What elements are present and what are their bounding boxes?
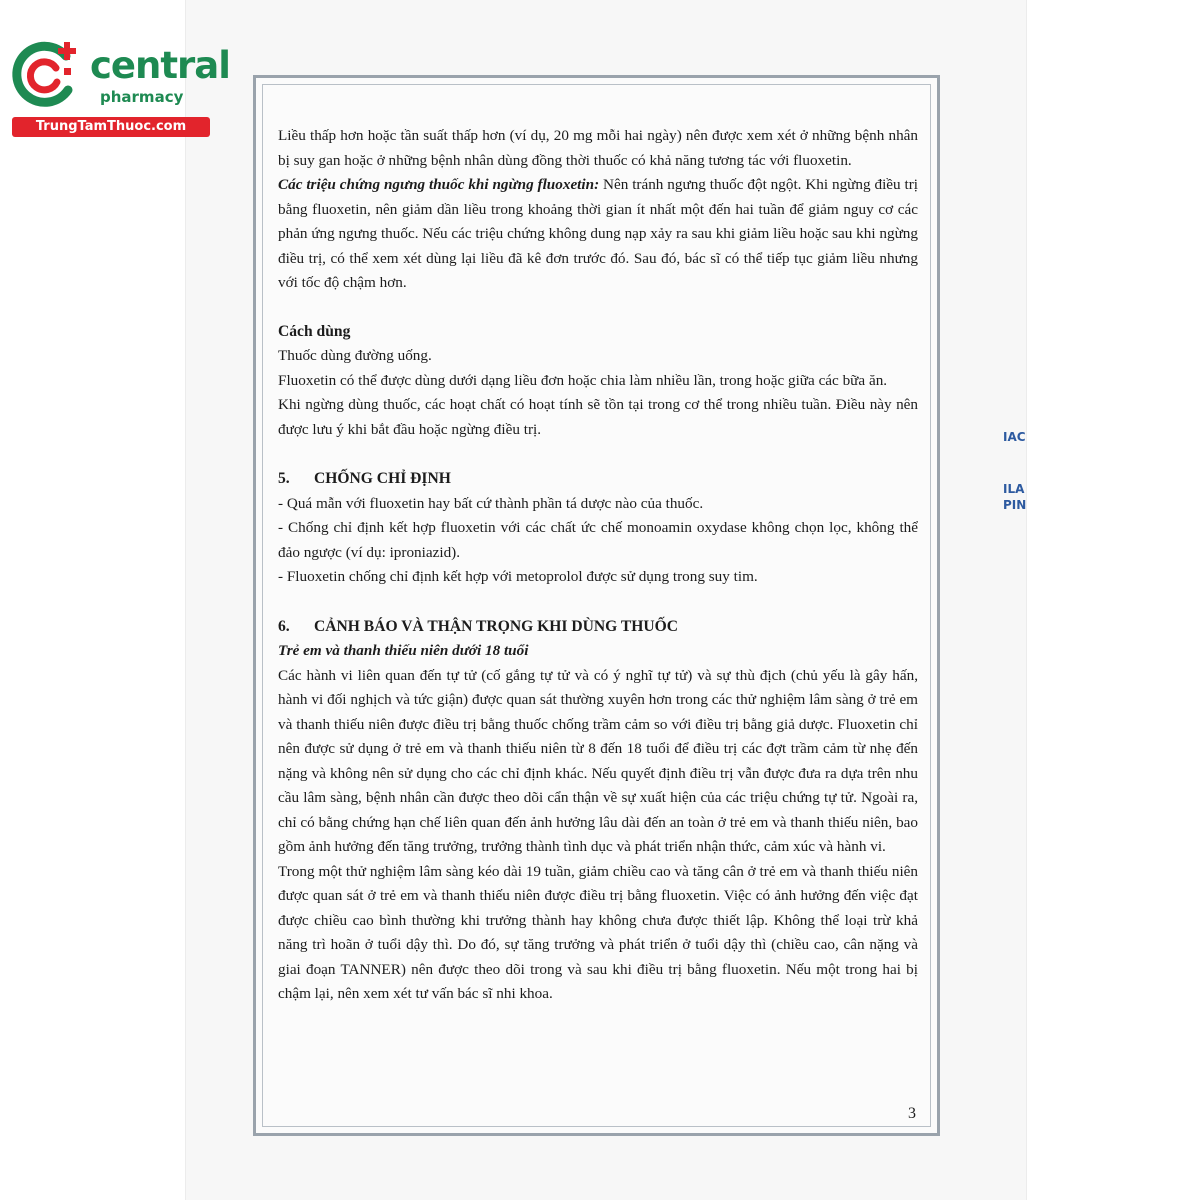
logo-name: central: [90, 44, 230, 87]
spacer: [278, 296, 918, 320]
usage-line: Thuốc dùng đường uống.: [278, 347, 432, 364]
logo-subtitle: pharmacy: [100, 88, 184, 106]
usage-line: Khi ngừng dùng thuốc, các hoạt chất có hoạt tính sẽ tồn tại trong cơ thể trong nhiều tuần. Điều này nên được lưu ý khi bắt đầu hoặc ngừng điều trị.: [278, 396, 918, 438]
pharmacy-c-cross-icon: [10, 38, 82, 110]
usage-heading: Cách dùng: [278, 322, 351, 340]
section-6-heading: [278, 615, 918, 640]
section-number: 6.: [278, 617, 290, 635]
section-title: CHỐNG CHỈ ĐỊNH: [314, 470, 451, 487]
central-pharmacy-logo[interactable]: [10, 38, 230, 138]
contraindication-item: - Fluoxetin chống chỉ định kết hợp với metoprolol được sử dụng trong suy tim.: [278, 568, 758, 585]
section-title: CẢNH BÁO VÀ THẬN TRỌNG KHI DÙNG THUỐC: [314, 617, 679, 635]
dosage-paragraph: Liều thấp hơn hoặc tần suất thấp hơn (ví dụ, 20 mg mỗi hai ngày) nên được xem xét ở những bệnh nhân bị suy gan hoặc ở những bệnh nhân dùng đồng thời thuốc có khả năng tương tác với fluoxetin.: [278, 127, 918, 169]
spacer: [278, 442, 918, 467]
warning-paragraph: Các hành vi liên quan đến tự tử (cố gắng tự tử và có ý nghĩ tự tử) và sự thù địch (chủ yếu là gây hấn, hành vi đối nghịch và tức giận) được quan sát thường xuyên hơn trong các thử nghiệm lâm sàng ở trẻ em và thanh thiếu niên được điều trị bằng thuốc chống trầm cảm so với điều trị bằng giả dược. Fluoxetin chỉ nên được sử dụng ở trẻ em và thanh thiếu niên từ 8 đến 18 tuổi để điều trị các đợt trầm cảm từ nhẹ đến nặng và không nên sử dụng cho các chỉ định khác. Nếu quyết định điều trị vẫn được đưa ra dựa trên nhu cầu lâm sàng, bệnh nhân cần được theo dõi cẩn thận về sự xuất hiện của các triệu chứng tự tử. Ngoài ra, chỉ có bằng chứng hạn chế liên quan đến ảnh hưởng lâu dài đến an toàn ở trẻ em và thanh thiếu niên, bao gồm ảnh hưởng đến tăng trưởng, trưởng thành tình dục và phát triển nhận thức, cảm xúc và hành vi.: [278, 666, 918, 855]
withdrawal-paragraph: [278, 173, 918, 296]
section-5-heading: [278, 467, 918, 492]
edge-fragment: ILA: [1003, 482, 1025, 496]
logo-url-badge[interactable]: TrungTamThuoc.com: [12, 117, 210, 137]
page-number: 3: [908, 1105, 916, 1122]
warning-paragraph: Trong một thử nghiệm lâm sàng kéo dài 19 tuần, giảm chiều cao và tăng cân ở trẻ em và thanh thiếu niên được quan sát ở trẻ em và thanh thiếu niên được điều trị bằng fluoxetin. Việc có ảnh hưởng đến việc đạt được chiều cao bình thường khi trưởng thành hay không chưa được thiết lập. Không thể loại trừ khả năng trì hoãn ở tuổi dậy thì. Do đó, sự tăng trưởng và phát triển ở tuổi dậy thì (chiều cao, cân nặng và giai đoạn TANNER) nên được theo dõi trong và sau khi điều trị bằng fluoxetin. Nếu một trong hai bị chậm lại, nên xem xét tư vấn bác sĩ nhi khoa.: [278, 862, 918, 1002]
document-body: [278, 124, 918, 1007]
contraindication-item: - Chống chỉ định kết hợp fluoxetin với các chất ức chế monoamin oxydase không chọn lọc, không thể đảo ngược (ví dụ: iproniazid).: [278, 519, 918, 561]
usage-line: Fluoxetin có thể được dùng dưới dạng liều đơn hoặc chia làm nhiều lần, trong hoặc giữa các bữa ăn.: [278, 371, 888, 389]
contraindication-item: - Quá mẫn với fluoxetin hay bất cứ thành phần tá dược nào của thuốc.: [278, 494, 704, 512]
withdrawal-label: Các triệu chứng ngưng thuốc khi ngừng fluoxetin:: [278, 176, 600, 193]
children-subheading: Trẻ em và thanh thiếu niên dưới 18 tuổi: [278, 642, 529, 659]
edge-fragment: PIN: [1003, 498, 1027, 512]
edge-fragment: IAC: [1003, 430, 1026, 444]
withdrawal-text: Nên tránh ngưng thuốc đột ngột. Khi ngừng điều trị bằng fluoxetin, nên giảm dần liều trong khoảng thời gian ít nhất một đến hai tuần để giảm nguy cơ các phản ứng ngưng thuốc. Nếu các triệu chứng không dung nạp xảy ra sau khi giảm liều hoặc sau khi ngừng điều trị, có thể xem xét dùng lại liều đã kê đơn trước đó. Sau đó, bác sĩ có thể tiếp tục giảm liều nhưng với tốc độ chậm hơn.: [278, 176, 919, 291]
spacer: [278, 590, 918, 615]
section-number: 5.: [278, 470, 290, 487]
